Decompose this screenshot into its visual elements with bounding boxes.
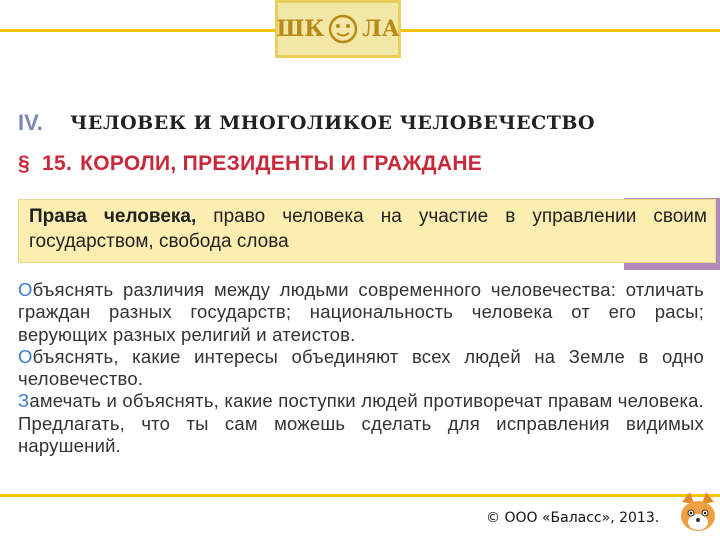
definition-text: право человека на участие в управлении своим государством, свобода слова: [29, 206, 707, 252]
goal-text: бъяснять различия между людьми современного человечества: отличать граждан разных государств; национальность человека от его расы; верующих разных религий и атеистов.: [18, 279, 704, 345]
goal-text: бъяснять, какие интересы объединяют всех людей на Земле в одно человечество.: [18, 345, 704, 390]
section-title: КОРОЛИ, ПРЕЗИДЕНТЫ И ГРАЖДАНЕ: [80, 152, 483, 175]
logo-emblem-icon: [326, 12, 360, 46]
logo-right-text: ЛА: [362, 16, 400, 42]
logo-left-text: ШК: [276, 16, 325, 42]
section-heading: [18, 152, 482, 176]
goal-paragraph: [18, 279, 704, 346]
school-logo: [275, 0, 401, 58]
goal-initial: О: [18, 279, 33, 300]
definition-box: [18, 199, 716, 263]
section-number: 15.: [41, 152, 73, 175]
fox-mascot-icon: [676, 490, 720, 540]
goal-paragraph: [18, 346, 704, 391]
copyright-footer: © ООО «Баласс», 2013.: [486, 510, 660, 526]
goal-initial: З: [18, 390, 30, 412]
chapter-number: IV.: [18, 110, 43, 135]
bottom-rule: [0, 494, 720, 497]
goal-initial: О: [18, 345, 33, 367]
goal-text: амечать и объяснять, какие поступки людей противоречат правам человека. Предлагать, что ты сам можешь сделать для исправления видимых нарушений.: [18, 390, 704, 457]
section-symbol: §: [18, 152, 30, 175]
goal-paragraph: [18, 390, 704, 457]
learning-goals: [18, 279, 704, 457]
definition-term: Права человека,: [29, 206, 197, 227]
chapter-title: ЧЕЛОВЕК И МНОГОЛИКОЕ ЧЕЛОВЕЧЕСТВО: [70, 112, 596, 134]
